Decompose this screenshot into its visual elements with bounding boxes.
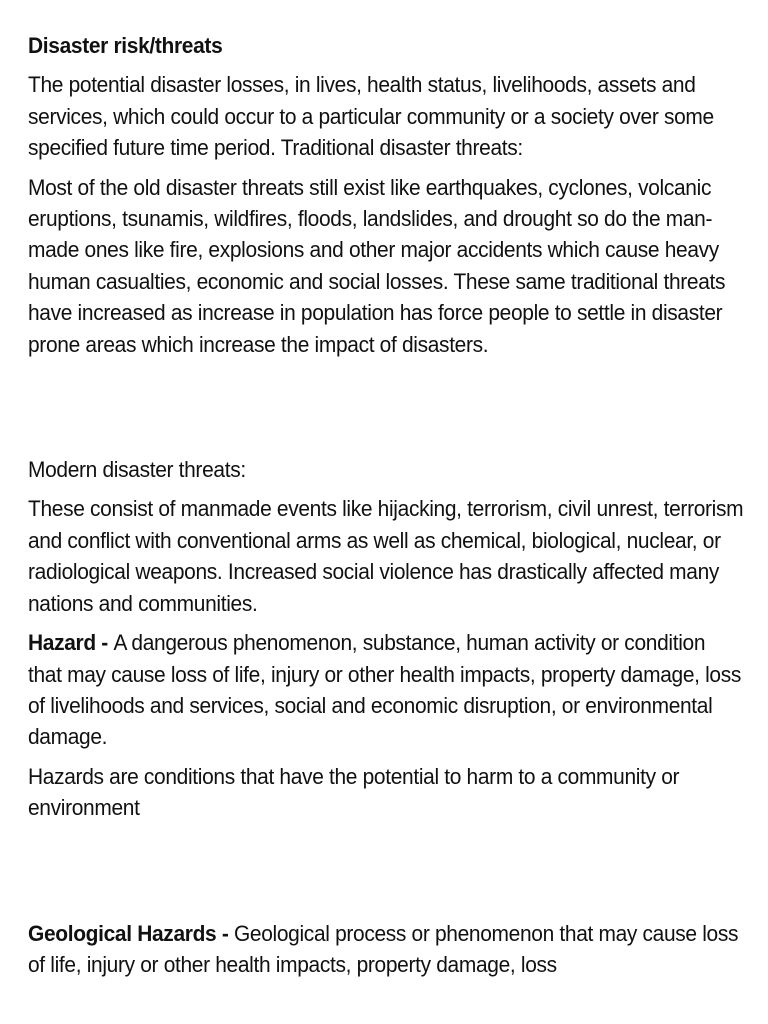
section-heading-disaster-risk: Disaster risk/threats: [28, 33, 223, 58]
hazard-definition: A dangerous phenomenon, substance, human activity or condition that may cause loss of life, injury or other health impacts, property damage, loss of livelihoods and services, social and economic disruption, or environmental damage.: [28, 630, 742, 750]
geological-hazards-paragraph: [28, 918, 744, 981]
document-page: [28, 30, 744, 988]
hazard-definition-paragraph: [28, 627, 744, 753]
spacer: [28, 832, 744, 918]
traditional-threats-paragraph: Most of the old disaster threats still exist like earthquakes, cyclones, volcanic eruptions, tsunamis, wildfires, floods, landslides, and drought so do the man-made ones like fire, explosions and other major accidents which cause heavy human casualties, economic and social losses. These same traditional threats have increased as increase in population has force people to settle in disaster prone areas which increase the impact of disasters.: [28, 174, 726, 357]
spacer: [28, 368, 744, 454]
hazard-term: Hazard -: [28, 630, 114, 656]
modern-threats-label: Modern disaster threats:: [28, 457, 246, 483]
modern-threats-paragraph: These consist of manmade events like hijacking, terrorism, civil unrest, terrorism and conflict with conventional arms as well as chemical, biological, nuclear, or radiological weapons. Increased social violence has drastically affected many nations and communities.: [28, 496, 744, 616]
hazard-note-paragraph: Hazards are conditions that have the potential to harm to a community or environment: [28, 763, 680, 821]
geological-hazards-definition: Geological process or phenomenon that may cause loss of life, injury or other health impacts, property damage, loss: [28, 920, 739, 977]
geological-hazards-term: Geological Hazards -: [28, 920, 234, 946]
disaster-risk-definition: The potential disaster losses, in lives, health status, livelihoods, assets and services, which could occur to a particular community or a society over some specified future time period. Traditional disaster threats:: [28, 72, 714, 161]
